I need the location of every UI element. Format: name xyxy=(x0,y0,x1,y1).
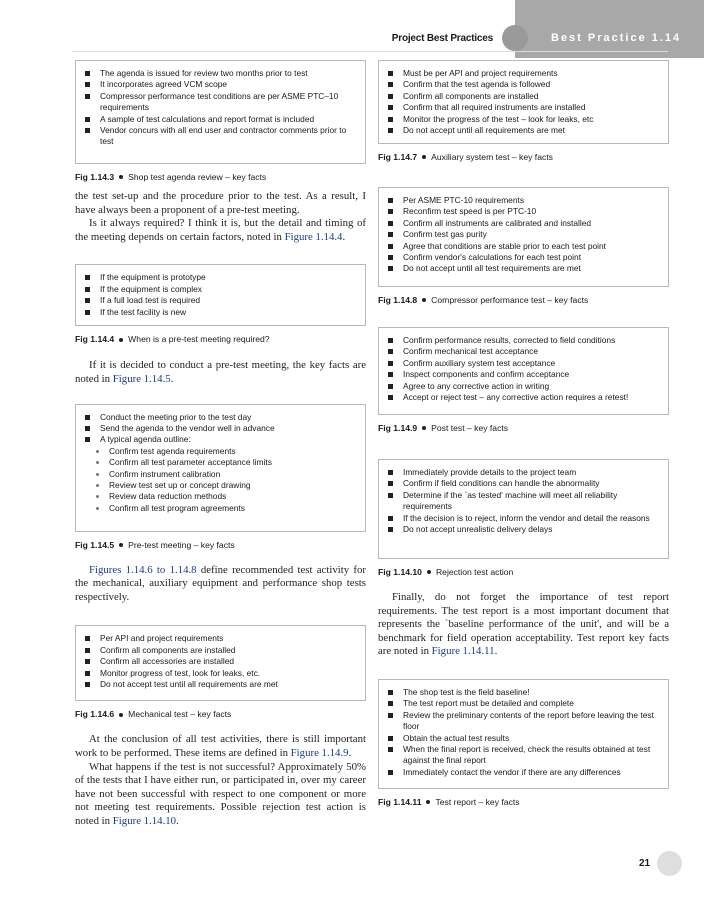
bullet-dot xyxy=(119,338,123,342)
bullet-list xyxy=(386,687,658,778)
figure-number: Fig 1.14.7 xyxy=(378,152,418,162)
list-item: Monitor the progress of the test – look for leaks, etc xyxy=(386,114,658,125)
list-item: Accept or reject test – any corrective action requires a retest! xyxy=(386,392,658,403)
figure-reference-link[interactable]: Figure 1.14.4 xyxy=(284,230,343,243)
figure-caption-1-14-5 xyxy=(75,540,366,550)
list-item: Confirm that all required instruments are installed xyxy=(386,102,658,113)
figure-caption-1-14-3 xyxy=(75,172,366,182)
figure-caption-1-14-11 xyxy=(378,797,669,807)
running-header-section: Best Practice 1.14 xyxy=(551,32,682,44)
list-item: Agree to any corrective action in writing xyxy=(386,381,658,392)
paragraph: Figures 1.14.6 to 1.14.8 define recommended test activity for the mechanical, auxiliary equipment and performance shop tests respectively. xyxy=(75,563,366,603)
list-item: Confirm if field conditions can handle the abnormality xyxy=(386,478,658,489)
figure-number: Fig 1.14.5 xyxy=(75,539,115,550)
list-item: Must be per API and project requirements xyxy=(386,68,658,79)
list-item: It incorporates agreed VCM scope xyxy=(83,79,355,90)
figure-reference-link[interactable]: Figure 1.14.5 xyxy=(112,372,171,385)
sub-list-item: Confirm instrument calibration xyxy=(83,469,355,480)
list-item: Confirm mechanical test acceptance xyxy=(386,346,658,357)
figure-title: Shop test agenda review – key facts xyxy=(128,172,267,182)
list-item: If a full load test is required xyxy=(83,295,355,306)
figure-title: Test report – key facts xyxy=(435,796,520,807)
paragraph: Finally, do not forget the importance of test report requirements. The test report is a most important document that represents the `baseline performance of the unit', and will be a benchmark for field operation acceptability. Test report key facts are noted in Figure 1.14.11. xyxy=(378,591,669,658)
figure-number: Fig 1.14.6 xyxy=(75,709,115,720)
bullet-list xyxy=(386,68,658,136)
figure-box-1-14-7 xyxy=(378,60,669,144)
list-item: Immediately contact the vendor if there are any differences xyxy=(386,767,658,778)
list-item: The shop test is the field baseline! xyxy=(386,687,658,698)
figure-title: Compressor performance test – key facts xyxy=(431,295,589,305)
list-item: Do not accept until all requirements are met xyxy=(386,125,658,136)
figure-box-1-14-8 xyxy=(378,187,669,287)
list-item: Do not accept test until all requirements are met xyxy=(83,679,355,690)
figure-caption-1-14-7 xyxy=(378,152,669,162)
list-item: Agree that conditions are stable prior to each test point xyxy=(386,241,658,252)
figure-reference-link[interactable]: Figures 1.14.6 to 1.14.8 xyxy=(89,563,197,576)
figure-title: Mechanical test – key facts xyxy=(128,709,232,720)
list-item: Per ASME PTC-10 requirements xyxy=(386,195,658,206)
list-item: Monitor progress of test, look for leaks, etc. xyxy=(83,668,355,679)
header-tab xyxy=(515,0,704,58)
list-item: Review the preliminary contents of the report before leaving the test floor xyxy=(386,710,658,733)
list-item: Do not accept unrealistic delivery delays xyxy=(386,524,658,535)
list-item: Send the agenda to the vendor well in advance xyxy=(83,423,355,434)
list-item: Determine if the `as tested' machine will meet all reliability requirements xyxy=(386,490,658,513)
figure-title: Post test – key facts xyxy=(431,423,509,433)
figure-box-1-14-11 xyxy=(378,679,669,789)
body-text-2 xyxy=(75,359,366,386)
list-item: Inspect components and confirm acceptance xyxy=(386,369,658,380)
bullet-dot xyxy=(422,298,426,302)
body-text-5 xyxy=(378,591,669,659)
list-item: The test report must be detailed and complete xyxy=(386,698,658,709)
figure-number: Fig 1.14.10 xyxy=(378,567,422,577)
figure-caption-1-14-10 xyxy=(378,567,669,577)
list-item: When the final report is received, check the results obtained at test against the final report xyxy=(386,744,658,767)
paragraph: the test set-up and the procedure prior to the test. As a result, I have always been a proponent of a pre-test meeting. xyxy=(75,190,366,216)
figure-caption-1-14-8 xyxy=(378,295,669,305)
sub-list-item: Confirm all test program agreements xyxy=(83,503,355,514)
list-item: The agenda is issued for review two months prior to test xyxy=(83,68,355,79)
figure-number: Fig 1.14.8 xyxy=(378,295,418,305)
paragraph: Is it always required? I think it is, but the detail and timing of the meeting depends on certain factors, noted in Figure 1.14.4. xyxy=(75,217,366,243)
figure-number: Fig 1.14.9 xyxy=(378,423,418,433)
figure-box-1-14-4 xyxy=(75,264,366,326)
figure-box-1-14-5 xyxy=(75,404,366,532)
running-header-title: Project Best Practices xyxy=(391,33,493,44)
bullet-list xyxy=(386,195,658,275)
list-item: Reconfirm test speed is per PTC-10 xyxy=(386,206,658,217)
paragraph: If it is decided to conduct a pre-test meeting, the key facts are noted in Figure 1.14.5. xyxy=(75,359,366,385)
figure-number: Fig 1.14.11 xyxy=(378,796,422,807)
list-item: Confirm performance results, corrected to field conditions xyxy=(386,335,658,346)
list-item: If the equipment is complex xyxy=(83,284,355,295)
left-column xyxy=(75,60,366,829)
bullet-dot xyxy=(426,800,430,804)
sub-list-item: Confirm all test parameter acceptance limits xyxy=(83,457,355,468)
bullet-list xyxy=(386,335,658,403)
sub-list-item: Confirm test agenda requirements xyxy=(83,446,355,457)
bullet-dot xyxy=(427,570,431,574)
figure-title: Auxiliary system test – key facts xyxy=(431,152,553,162)
figure-box-1-14-3 xyxy=(75,60,366,164)
sub-list-item: Review test set up or concept drawing xyxy=(83,480,355,491)
figure-caption-1-14-6 xyxy=(75,709,366,719)
list-item: Confirm that the test agenda is followed xyxy=(386,79,658,90)
figure-reference-link[interactable]: Figure 1.14.10 xyxy=(112,814,177,827)
list-item: Confirm all components are installed xyxy=(386,91,658,102)
bullet-dot xyxy=(119,543,123,547)
list-item: Obtain the actual test results xyxy=(386,733,658,744)
page-number-circle xyxy=(657,851,682,876)
header-circle-decoration xyxy=(502,25,528,51)
list-item: Vendor concurs with all end user and contractor comments prior to test xyxy=(83,125,355,148)
bullet-dot xyxy=(119,713,123,717)
bullet-list xyxy=(83,633,355,690)
bullet-dot xyxy=(422,155,426,159)
page-number: 21 xyxy=(639,858,651,869)
body-text-3 xyxy=(75,564,366,605)
figure-caption-1-14-4 xyxy=(75,334,366,344)
bullet-list xyxy=(83,68,355,148)
bullet-dot xyxy=(119,175,123,179)
list-item: Per API and project requirements xyxy=(83,633,355,644)
figure-box-1-14-9 xyxy=(378,327,669,415)
figure-title: Rejection test action xyxy=(435,567,514,577)
list-item: Confirm all components are installed xyxy=(83,645,355,656)
figure-number: Fig 1.14.4 xyxy=(75,334,115,345)
figure-reference-link[interactable]: Figure 1.14.9 xyxy=(290,746,349,759)
bullet-list xyxy=(83,412,355,515)
bullet-list xyxy=(83,272,355,318)
figure-title: When is a pre-test meeting required? xyxy=(128,334,270,345)
paragraph: What happens if the test is not successful? Approximately 50% of the tests that I have either run, or participated in, over my career have not been successful with respect to one component or more not meeting test requirements. Possible rejection test action is noted in Figure 1.14.10. xyxy=(75,760,366,827)
body-text-1 xyxy=(75,190,366,244)
right-column xyxy=(378,60,669,807)
list-item: Confirm vendor's calculations for each test point xyxy=(386,252,658,263)
figure-box-1-14-10 xyxy=(378,459,669,559)
list-item: If the decision is to reject, inform the vendor and detail the reasons xyxy=(386,513,658,524)
list-item: A typical agenda outline: xyxy=(83,434,355,445)
figure-caption-1-14-9 xyxy=(378,423,669,433)
bullet-list xyxy=(386,467,658,535)
sub-list-item: Review data reduction methods xyxy=(83,491,355,502)
list-item: Conduct the meeting prior to the test day xyxy=(83,412,355,423)
figure-reference-link[interactable]: Figure 1.14.11 xyxy=(431,645,495,658)
header-rule xyxy=(72,51,668,52)
bullet-dot xyxy=(422,426,426,430)
body-text-4 xyxy=(75,733,366,828)
figure-box-1-14-6 xyxy=(75,625,366,701)
list-item: Confirm test gas purity xyxy=(386,229,658,240)
list-item: Do not accept until all test requirements are met xyxy=(386,263,658,274)
list-item: Immediately provide details to the project team xyxy=(386,467,658,478)
paragraph: At the conclusion of all test activities, there is still important work to be performed. These items are defined in Figure 1.14.9. xyxy=(75,733,366,759)
figure-number: Fig 1.14.3 xyxy=(75,172,115,182)
list-item: If the equipment is prototype xyxy=(83,272,355,283)
list-item: A sample of test calculations and report format is included xyxy=(83,114,355,125)
list-item: Compressor performance test conditions are per ASME PTC–10 requirements xyxy=(83,91,355,114)
figure-title: Pre-test meeting – key facts xyxy=(128,539,235,550)
list-item: Confirm auxiliary system test acceptance xyxy=(386,358,658,369)
list-item: If the test facility is new xyxy=(83,307,355,318)
list-item: Confirm all instruments are calibrated and installed xyxy=(386,218,658,229)
list-item: Confirm all accessories are installed xyxy=(83,656,355,667)
